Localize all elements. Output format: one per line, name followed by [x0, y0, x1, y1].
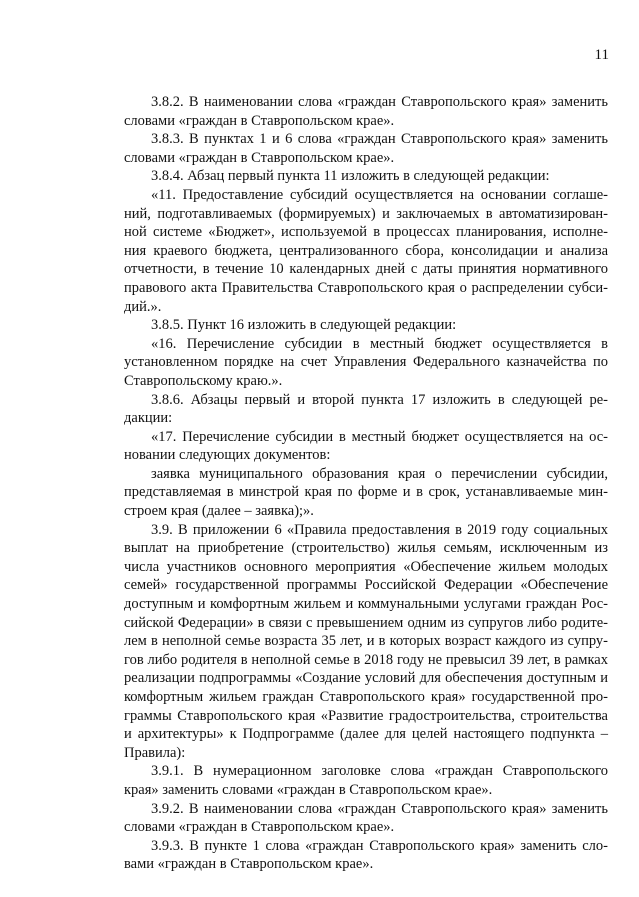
text-line: словами «граждан в Ставропольском крае». [124, 112, 395, 129]
text-line: граммы Ставропольского края «Развитие градостроительства, строительства [124, 707, 608, 724]
text-line: «11. Предоставление субсидий осуществляется на основании соглаше- [151, 186, 608, 203]
text-line: выплат на приобретение (строительство) жилья семьям, исключенным из [124, 540, 608, 557]
paragraph-3-8-6 [124, 391, 608, 428]
page-number: 11 [594, 47, 609, 63]
paragraph-3-9-3 [124, 837, 608, 874]
text-line: края» заменить словами «граждан в Ставропольском крае». [124, 781, 493, 798]
paragraph-3-9-1 [124, 762, 608, 799]
paragraph-quote-11 [124, 186, 608, 316]
text-line: и архитектуры» к Подпрограмме (далее для целей настоящего подпункта – [124, 726, 608, 743]
text-line: ний, подготавливаемых (формируемых) и заключаемых в автоматизирован- [124, 205, 608, 222]
text-line: отчетности, в течение 10 календарных дней с даты принятия нормативного [124, 261, 608, 278]
paragraph-application [124, 465, 608, 521]
text-line: 3.9.3. В пункте 1 слова «граждан Ставропольского края» заменить сло- [151, 837, 608, 854]
paragraph-3-8-4 [139, 167, 608, 186]
text-line: Ставропольскому краю.». [124, 372, 283, 389]
text-line: представляемая в минстрой края по форме и в срок, устанавливаемые мин- [124, 484, 608, 501]
text-line: 3.8.5. Пункт 16 изложить в следующей редакции: [151, 317, 457, 334]
text-line: словами «граждан в Ставропольском крае». [124, 149, 395, 166]
text-line: 3.8.3. В пунктах 1 и 6 слова «граждан Ставропольского края» заменить [151, 131, 608, 148]
text-line: реализации подпрограммы «Создание условий для обеспечения доступным и [124, 670, 608, 687]
paragraph-3-8-5 [139, 316, 608, 335]
paragraph-3-9 [124, 521, 608, 763]
text-line: доступным и комфортным жильем и коммунальными услугами граждан Рос- [124, 596, 608, 613]
text-line: 3.9.1. В нумерационном заголовке слова «граждан Ставропольского [151, 763, 608, 780]
text-line: дий.». [124, 298, 162, 315]
text-line: 3.9. В приложении 6 «Правила предоставления в 2019 году социальных [151, 521, 608, 538]
text-line: «16. Перечисление субсидии в местный бюджет осуществляется в [151, 335, 608, 352]
text-line: дакции: [124, 410, 173, 427]
text-line: Правила): [124, 744, 186, 761]
paragraph-3-8-2 [124, 93, 608, 130]
paragraph-3-8-3 [124, 130, 608, 167]
text-line: правового акта Правительства Ставропольского края о распределении субси- [124, 279, 608, 296]
text-line: гов либо родителя в неполной семье в 2018 году не превысил 39 лет, в рамках [124, 651, 608, 668]
text-line: ния краевого бюджета, централизованного сбора, консолидации и анализа [124, 242, 608, 259]
text-line: 3.8.2. В наименовании слова «граждан Ставропольского края» заменить [151, 94, 608, 110]
text-line: строем края (далее – заявка);». [124, 503, 314, 520]
text-line: 3.8.6. Абзацы первый и второй пункта 17 изложить в следующей ре- [151, 391, 608, 408]
paragraph-3-9-2 [124, 800, 608, 837]
text-line: словами «граждан в Ставропольском крае». [124, 819, 395, 836]
paragraph-quote-16 [124, 335, 608, 391]
text-line: комфортным жильем граждан Ставропольского края» государственной про- [124, 689, 608, 705]
text-line: числа участников основного мероприятия «Обеспечение жильем молодых [124, 558, 608, 575]
text-line: ной системе «Бюджет», используемой в процессах планирования, исполне- [124, 224, 608, 241]
text-line: «17. Перечисление субсидии в местный бюджет осуществляется на ос- [151, 428, 608, 445]
text-line: 3.8.4. Абзац первый пункта 11 изложить в следующей редакции: [151, 168, 550, 185]
paragraph-quote-17 [124, 428, 608, 465]
text-line: новании следующих документов: [124, 447, 331, 464]
document-body [124, 93, 608, 874]
text-line: вами «граждан в Ставропольском крае». [124, 856, 374, 873]
text-line: 3.9.2. В наименовании слова «граждан Ставропольского края» заменить [151, 800, 608, 817]
text-line: установленном порядке на счет Управления Федерального казначейства по [124, 354, 608, 371]
text-line: сийской Федерации» в связи с превышением одним из супругов либо родите- [124, 614, 608, 631]
text-line: заявка муниципального образования края о перечислении субсидии, [151, 465, 608, 482]
text-line: лем в неполной семье возраста 35 лет, и в которых возраст каждого из супру- [124, 633, 608, 650]
text-line: семей» государственной программы Российской Федерации «Обеспечение [124, 577, 608, 594]
